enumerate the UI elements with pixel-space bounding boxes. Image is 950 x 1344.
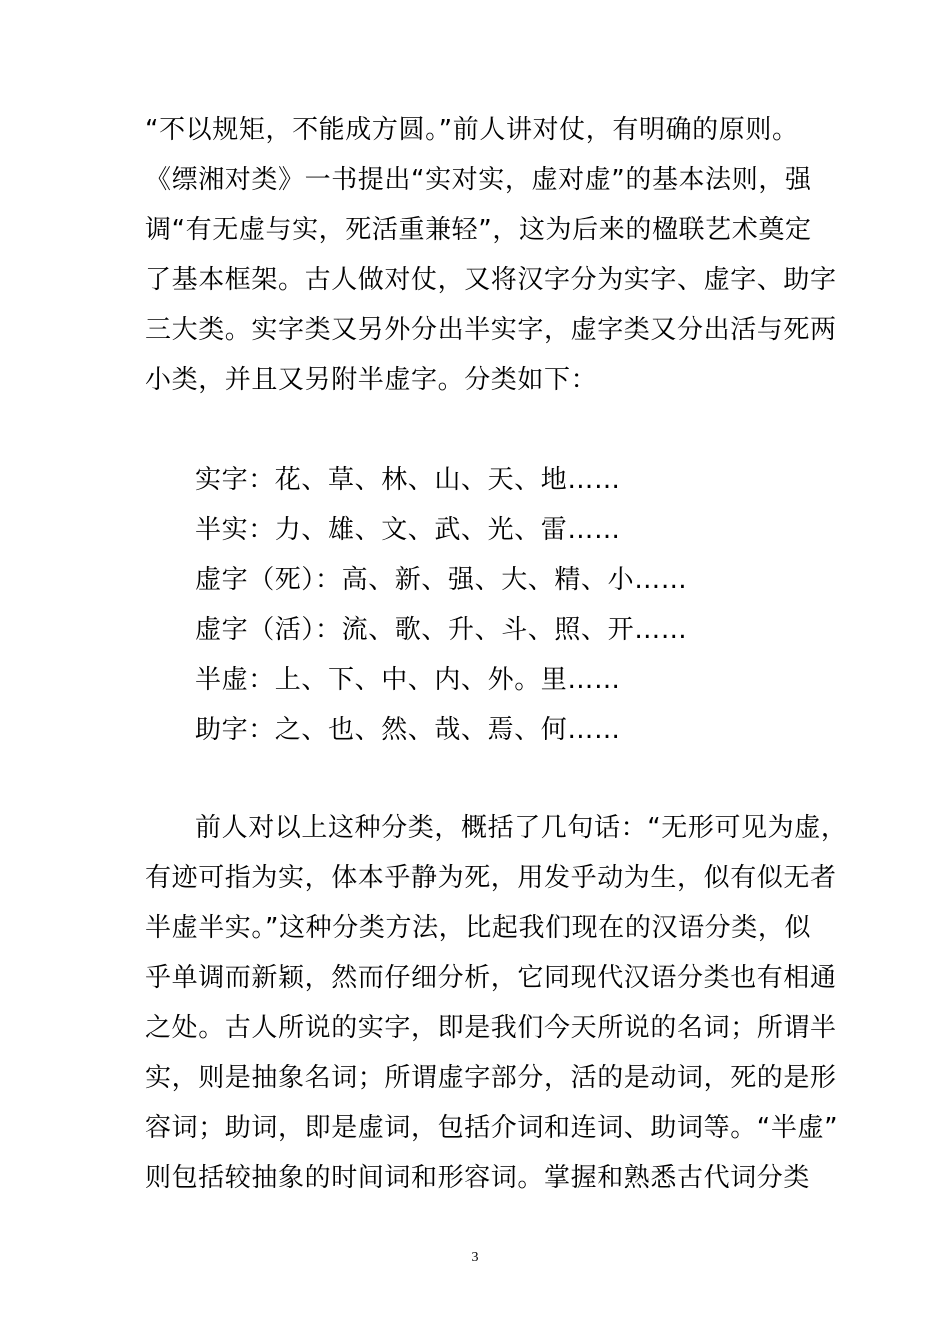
text-line: 半虚半实。”这种分类方法，比起我们现在的汉语分类，似	[145, 913, 812, 943]
text-line: “不以规矩，不能成方圆。”前人讲对仗，有明确的原则。	[145, 115, 799, 145]
list-item: 助字：之、也、然、哉、焉、何……	[195, 715, 621, 745]
list-item: 半实：力、雄、文、武、光、雷……	[195, 515, 621, 545]
list-item: 实字：花、草、林、山、天、地……	[195, 465, 621, 495]
text-line: 三大类。实字类又另外分出半实字，虚字类又分出活与死两	[145, 315, 837, 345]
text-line: 了基本框架。古人做对仗，又将汉字分为实字、虚字、助字	[145, 265, 837, 295]
list-item: 半虚：上、下、中、内、外。里……	[195, 665, 621, 695]
text-line: 实，则是抽象名词；所谓虚字部分，活的是动词，死的是形	[145, 1063, 837, 1093]
text-line: 容词；助词，即是虚词，包括介词和连词、助词等。“半虚”	[145, 1113, 839, 1143]
text-line: 有迹可指为实，体本乎静为死，用发乎动为生，似有似无者	[145, 863, 837, 893]
text-line: 前人对以上这种分类，概括了几句话：“无形可见为虚，	[195, 813, 848, 843]
text-line: 小类，并且又另附半虚字。分类如下：	[145, 365, 598, 395]
text-line: 则包括较抽象的时间词和形容词。掌握和熟悉古代词分类	[145, 1163, 811, 1193]
text-line: 《缥湘对类》一书提出“实对实，虚对虚”的基本法则，强	[145, 165, 812, 195]
text-line: 调“有无虚与实，死活重兼轻”，这为后来的楹联艺术奠定	[145, 215, 812, 245]
list-item: 虚字（死）：高、新、强、大、精、小……	[195, 565, 688, 595]
list-item: 虚字（活）：流、歌、升、斗、照、开……	[195, 615, 688, 645]
text-line: 之处。古人所说的实字，即是我们今天所说的名词；所谓半	[145, 1013, 837, 1043]
text-line: 乎单调而新颖，然而仔细分析，它同现代汉语分类也有相通	[145, 963, 837, 993]
page-number: 3	[471, 1250, 479, 1265]
